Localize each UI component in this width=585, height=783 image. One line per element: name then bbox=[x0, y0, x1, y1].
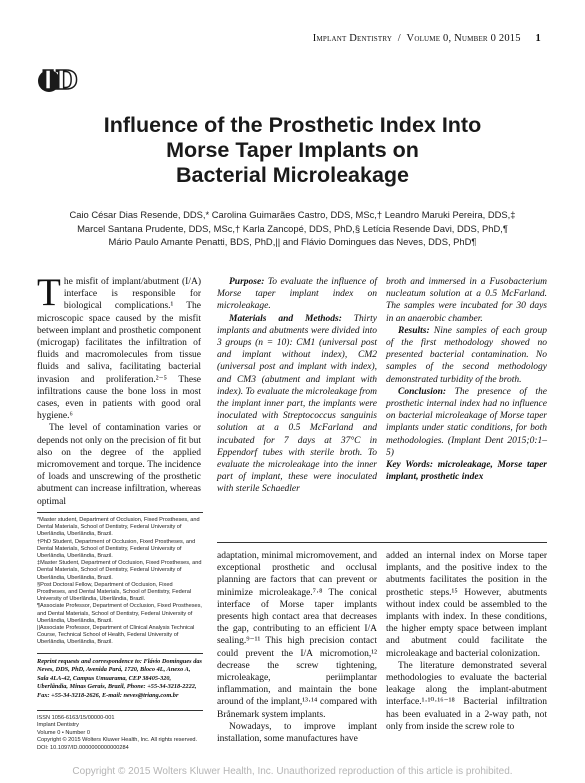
reprint-divider bbox=[37, 653, 203, 654]
abstract-divider bbox=[217, 542, 547, 543]
methods-label: Materials and Methods: bbox=[229, 313, 342, 324]
body-paragraph-3: added an internal index on Morse taper implants, and the positive index to the abutments facilitates the position in the prosthetic steps.¹⁵ However, abutments without index could be assembled to the implants with index. In these conditions, the higher empty space between implant and abutment could facilitate the microleakage and bacterial colonization. bbox=[386, 551, 547, 659]
abstract-purpose bbox=[217, 276, 377, 313]
meta-copyright: Copyright © 2015 Wolters Kluwer Health, Inc. All rights reserved. bbox=[37, 737, 198, 744]
purpose-label: Purpose: bbox=[229, 277, 265, 287]
affiliations bbox=[37, 517, 203, 647]
authors-line-2: Marcel Santana Prudente, DDS, MSc,† Karla Zancopé, DDS, PhD,§ Letícia Resende Davi, DDS, PhD,¶ bbox=[77, 222, 508, 234]
results-label: Results: bbox=[398, 325, 430, 336]
article-meta bbox=[37, 715, 203, 752]
body-column-2 bbox=[217, 550, 377, 745]
affiliation-4: §Post Doctoral Fellow, Department of Occlusion, Fixed Prostheses, and Dental Materials, School of Dentistry, Federal University of Uberlândia, Uberlândia, Brazil. bbox=[37, 581, 192, 603]
keywords bbox=[386, 459, 547, 483]
intro-paragraph-1 bbox=[37, 271, 201, 422]
issn: ISSN 1056-6163/15/00000-001 bbox=[37, 715, 115, 721]
article-title bbox=[0, 113, 585, 188]
affiliation-divider bbox=[37, 512, 203, 513]
intro-text-1: he misfit of implant/abutment (I/A) interface is responsible for biological complications.¹ The microscopic space caused by the misfit between implant and prosthetic component (microgap) facilitates the infiltration of fluids and macromolecules from tissue fluids and saliva, facilitating bacterial invasion and proliferation.²⁻⁵ These infiltrations cause the bone loss in most cases, even in patients with good oral hygiene.⁶ bbox=[37, 277, 201, 422]
title-line-1: Influence of the Prosthetic Index Into bbox=[103, 113, 482, 137]
purpose-text: To evaluate the influence of Morse taper implant index on microleakage. bbox=[217, 277, 378, 312]
results-text: Nine samples of each group of the first methodology showed no presented bacterial contamination. No samples of the second methodology demonstrated turbidity of the broth. bbox=[386, 325, 547, 385]
running-head bbox=[313, 33, 541, 44]
abstract-column-2 bbox=[386, 276, 547, 483]
volume-number: Volume 0, Number 0 bbox=[406, 33, 497, 44]
affiliation-5: ¶Associate Professor, Department of Occlusion, Fixed Prostheses, and Dental Materials, School of Dentistry, Federal University of Uberlândia, Uberlândia, Brazil. bbox=[37, 603, 202, 624]
authors-line-1: Caio César Dias Resende, DDS,* Carolina Guimarães Castro, DDS, MSc,† Leandro Maruki Pereira, DDS,‡ bbox=[69, 209, 516, 220]
body-paragraph-1: adaptation, minimal micromovement, and exceptional prosthetic and occlusal planning are factors that can prevent or minimize microleakage.⁷·⁸ The conical interface of Morse taper implants presents high contact area that decreases the gap, contributing to an efficient I/A sealing.⁹⁻¹¹ This high precision contact could prevent the I/A micromotion,¹² decrease the screw tightening, microleakage, periimplantar inflammation, and maintain the bone around of the implant,¹³·¹⁴ compared with Brånemark system implants. bbox=[217, 551, 377, 720]
affiliation-6: ||Associate Professor, Department of Clinical Analysis Technical Course, Technical School of Health, Federal University of Uberlândia, Uberlândia, Brazil. bbox=[37, 625, 195, 646]
logo-text: ID bbox=[42, 66, 79, 96]
abstract-methods bbox=[217, 313, 377, 496]
author-list bbox=[40, 208, 545, 249]
separator: / bbox=[394, 33, 404, 44]
abstract-results bbox=[386, 325, 547, 386]
abstract-column-1 bbox=[217, 276, 377, 496]
abstract-methods-cont: broth and immersed in a Fusobacterium nucleatum solution at a 0.5 McFarland. The samples were incubated for 30 days in an anaerobic chamber. bbox=[386, 277, 547, 324]
copyright-footer: Copyright © 2015 Wolters Kluwer Health, Inc. Unauthorized reproduction of this article is prohibited. bbox=[72, 766, 513, 777]
body-paragraph-2: Nowadays, to improve implant installation, some manufactures have bbox=[217, 721, 377, 745]
journal-logo bbox=[38, 66, 86, 96]
year: 2015 bbox=[498, 33, 521, 44]
doi: DOI: 10.1097/ID.0000000000000284 bbox=[37, 744, 129, 751]
title-line-3: Bacterial Microleakage bbox=[175, 163, 410, 187]
keywords-label: Key Words: bbox=[386, 460, 434, 471]
abstract-conclusion bbox=[386, 386, 547, 459]
conclusion-label: Conclusion: bbox=[398, 386, 447, 397]
meta-divider bbox=[37, 710, 203, 711]
affiliation-1: *Master student, Department of Occlusion, Fixed Prostheses, and Dental Materials, School of Dentistry, Federal University of Uberlândia, Uberlândia, Brazil. bbox=[37, 517, 200, 538]
page-number: 1 bbox=[535, 33, 541, 44]
authors-line-3: Mário Paulo Amante Penatti, BDS, PhD,|| and Flávio Domingues das Neves, DDS, PhD¶ bbox=[108, 236, 477, 247]
body-column-3 bbox=[386, 550, 547, 733]
intro-column bbox=[37, 271, 201, 508]
affiliation-2: †PhD Student, Department of Occlusion, Fixed Prostheses, and Dental Materials, School of Dentistry, Federal University of Uberlândia, Uberlândia, Brazil. bbox=[37, 538, 196, 560]
drop-cap: T bbox=[37, 271, 61, 314]
meta-journal: Implant Dentistry bbox=[37, 722, 79, 729]
title-line-2: Morse Taper Implants on bbox=[166, 138, 419, 162]
meta-volume: Volume 0 • Number 0 bbox=[37, 729, 90, 736]
methods-text: Thirty implants and abutments were divided into 3 groups (n = 10): CM1 (universal post and implant without index), CM2 (universal post and implant with index), and CM3 (abutment and implant with index). To evaluate the microleakage from the implant inner part, the implants were inoculated with Streptococcus sanguinis solution at a 0.5 McFarland and incubated for 7 days at 37°C in Eppendorf tubes with sterile broth. To evaluate the microleakage into the inner part of implant, these were inoculated with sterile Schaedler bbox=[217, 313, 377, 495]
conclusion-text: The presence of the prosthetic internal index had no influence on bacterial microleakage of Morse taper implants under static conditions, for both methodologies. (Implant Dent 2015;0:1–5) bbox=[386, 386, 548, 458]
body-paragraph-4: The literature demonstrated several methodologies to evaluate the bacterial leakage along the implant-abutment interface.¹·¹⁰·¹⁶⁻¹⁸ Bacterial infiltration has been evaluated in a 2-way path, not only from inside the screw role to bbox=[386, 660, 547, 732]
affiliation-3: ‡Master Student, Department of Occlusion, Fixed Prostheses, and Dental Materials, School of Dentistry, Federal University of Uberlândia, Uberlândia, Brazil. bbox=[37, 560, 202, 581]
keywords-text: microleakage, Morse taper implant, prosthetic index bbox=[386, 460, 547, 483]
reprint-requests: Reprint requests and correspondence to: Flávio Domingues das Neves, DDS, PhD, Avenida Pará, 1720, Bloco 4L, Anexo A, Sala 4LA-42, Campus Umuarama, CEP 38405-320, Uberlândia, Minas Gerais, Brazil, Phone: +55-34-3218-2222, Fax: +55-34-3218-2626, E-mail: neves@triang.com.br bbox=[37, 658, 202, 699]
intro-paragraph-2: The level of contamination varies or depends not only on the precision of fit but also on the degree of the applied micromovement and torque. The incidence of loads and unscrewing of the prosthetic abutment can increase infiltration, whereas optimal bbox=[37, 423, 201, 507]
journal-name: Implant Dentistry bbox=[312, 33, 393, 44]
